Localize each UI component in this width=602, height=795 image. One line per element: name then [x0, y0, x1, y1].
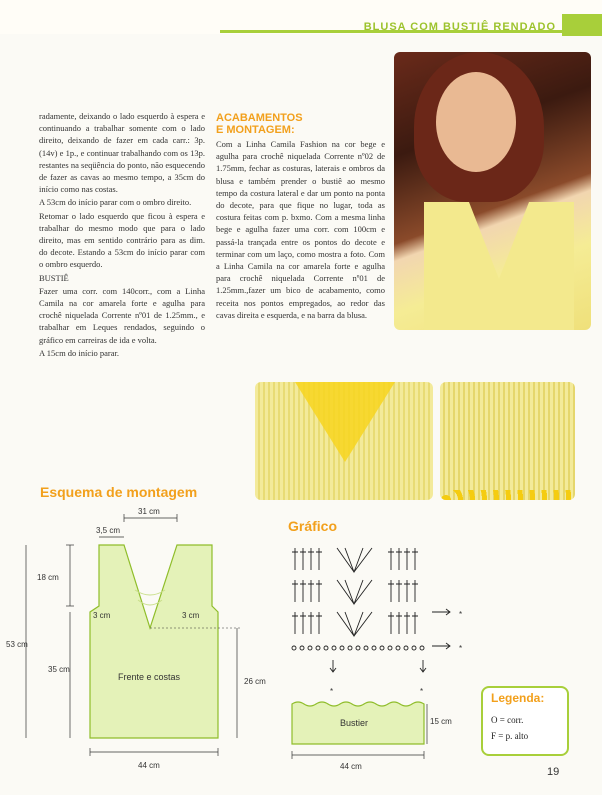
chart-marker-1: *: [459, 610, 463, 619]
chart-row-1: [292, 548, 418, 572]
chain-symbol-icon: O: [491, 715, 498, 725]
finishing-text: Com a Linha Camila Fashion na cor bege e agulha para crochê niquelada Corrente nº02 de 1.75mm, fechar as costuras, laterais e ombros da blusa e também prender o bustiê ao mesmo tempo da costura lateral e dar um ponto na ponta do decote, para que fique no lugar, toda as costura feitas com p. bxmo. Com a mesma linha bege e agulha fazer uma corr. com 100cm e passá-la trançada entre os pontos do decote e terminar com um laço, como mostra a foto. Com a Linha Camila na cor amarela forte e agulha para crochê niquelada Corrente nº01 de 1.25mm.,fazer um bico de acabamento, como receita nos pontos empregados, ao redor das cavas direita e esquerda, e na barra da blusa.: [216, 139, 385, 320]
paragraph: Retomar o lado esquerdo que ficou à espera e trabalhar do mesmo modo que para o lado direito, mas em sentido contrário para as dim. do decote. Estando a 53cm do início parar com o ombro esquerdo.: [39, 210, 205, 270]
legend-title: Legenda:: [491, 691, 545, 705]
chart-marker-3: *: [330, 687, 334, 696]
paragraph: Fazer uma corr. com 140corr., com a Linha Camila na cor amarela forte e agulha para crochê niquelada Corrente nº01 de 1.25mm., e trabalhar em Leques rendados, seguindo o gráfico em carreiras de ida e volta.: [39, 285, 205, 345]
front-back-piece: [90, 545, 218, 738]
chart-row-2: [292, 580, 418, 604]
double-crochet-symbol-icon: F: [491, 731, 497, 741]
piece-label: Frente e costas: [118, 672, 181, 682]
legend-row-chain: [491, 715, 523, 725]
legend-box: [481, 686, 569, 756]
section-title: E MONTAGEM:: [216, 124, 295, 136]
section-title: ACABAMENTOS: [216, 112, 303, 124]
dim-side-height: 26 cm: [244, 677, 266, 686]
legend-chain-text: = corr.: [499, 715, 524, 725]
dim-top-width: 31 cm: [138, 507, 160, 516]
dim-total-height: 53 cm: [6, 640, 28, 649]
chart-row-3: [292, 612, 418, 636]
chart-marker-4: *: [420, 687, 424, 696]
chart-marker-2: *: [459, 644, 463, 653]
dim-bustier-height: 15 cm: [430, 717, 452, 726]
paragraph: A 53cm do início parar com o ombro direito.: [39, 197, 192, 208]
chart-title: Gráfico: [288, 518, 338, 534]
legend-dc-text: = p. alto: [498, 731, 529, 741]
paragraph: A 15cm do início parar.: [39, 347, 120, 358]
dim-armhole-left: 3 cm: [93, 611, 111, 620]
crochet-chart: [292, 548, 450, 672]
dim-armhole-right: 3 cm: [182, 611, 200, 620]
dim-shoulder: 3,5 cm: [96, 526, 121, 535]
dim-bustier-width: 44 cm: [340, 762, 362, 771]
schema-title: Esquema de montagem: [40, 484, 198, 500]
page-number: 19: [547, 766, 560, 778]
dim-neck-depth: 18 cm: [37, 573, 59, 582]
bustier-label: Bustier: [340, 718, 369, 728]
chain-row: [292, 646, 424, 650]
paragraph: radamente, deixando o lado esquerdo à espera e continuando a trabalhar somente com o lado direito, deixando de fazer em cada carr.: 3p. (14v) e 1p., e continuar trabalhando com os 13p. restantes na seqüência do ponto, não esquecendo de fazer as cavas ao mesmo tempo, a 35cm do início como nas costas.: [39, 111, 205, 195]
legend-row-dc: [491, 731, 528, 741]
dim-body-height: 35 cm: [48, 665, 70, 674]
paragraph-heading: BUSTIÊ: [39, 272, 69, 283]
page-header-title: BLUSA COM BUSTIÊ RENDADO: [363, 21, 556, 33]
dim-bottom-width: 44 cm: [138, 761, 160, 770]
